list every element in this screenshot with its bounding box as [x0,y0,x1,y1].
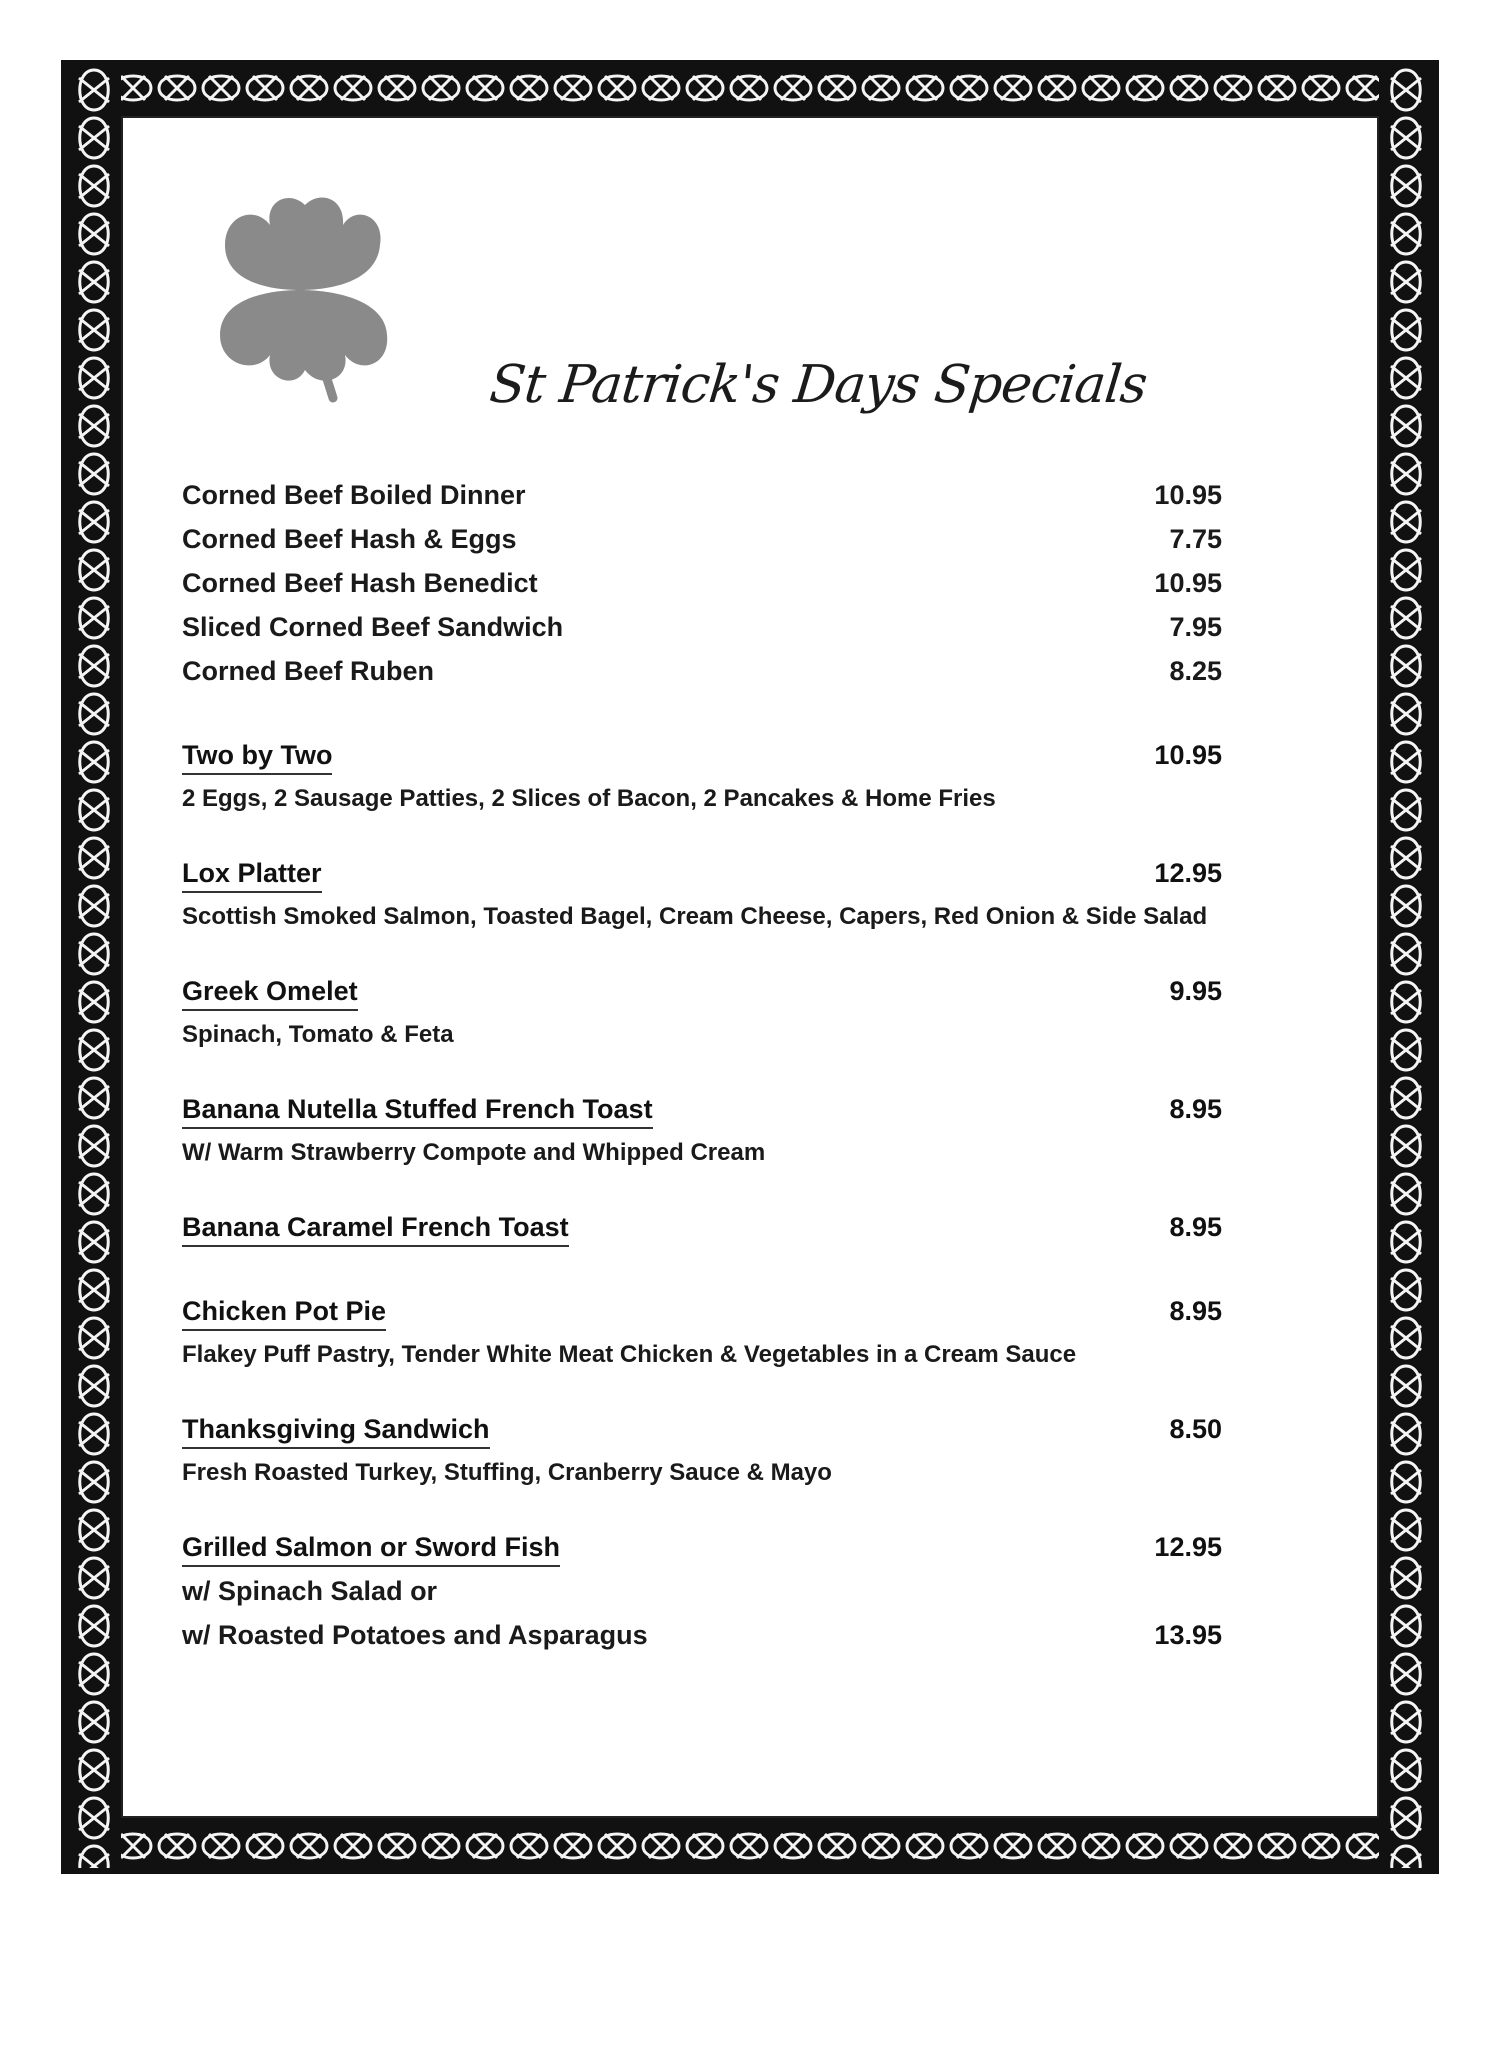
special-description: W/ Warm Strawberry Compote and Whipped Cream [182,1139,766,1166]
special-option-price: 13.95 [1154,1620,1222,1650]
menu-item [182,654,1222,698]
special-item [182,974,1222,1052]
special-price: 10.95 [1154,740,1222,770]
special-name: Lox Platter [182,856,322,893]
special-item [182,1092,1222,1170]
special-item [182,738,1222,816]
item-price: 8.25 [1169,656,1222,686]
special-description: 2 Eggs, 2 Sausage Patties, 2 Slices of Bacon, 2 Pancakes & Home Fries [182,785,996,812]
special-name: Banana Caramel French Toast [182,1210,569,1247]
special-item [182,1412,1222,1490]
special-item [182,1530,1222,1662]
border-left [67,66,121,1868]
menu-list [182,478,1222,1662]
item-name: Corned Beef Ruben [182,656,435,686]
item-name: Corned Beef Hash & Eggs [182,524,517,554]
special-price: 8.95 [1169,1094,1222,1124]
item-price: 7.95 [1169,612,1222,642]
special-item [182,1210,1222,1254]
menu-item [182,610,1222,654]
special-price: 8.50 [1169,1414,1222,1444]
special-option: w/ Roasted Potatoes and Asparagus [182,1620,648,1650]
special-description: Scottish Smoked Salmon, Toasted Bagel, Cream Cheese, Capers, Red Onion & Side Salad [182,903,1208,930]
item-price: 10.95 [1154,568,1222,598]
page-title: St Patrick's Days Specials [486,355,1150,415]
item-name: Sliced Corned Beef Sandwich [182,612,564,642]
menu-item [182,566,1222,610]
special-name: Chicken Pot Pie [182,1294,386,1331]
special-item [182,856,1222,934]
special-price: 8.95 [1169,1296,1222,1326]
special-item [182,1294,1222,1372]
menu-item [182,478,1222,522]
item-price: 7.75 [1169,524,1222,554]
border-right [1379,66,1433,1868]
special-name: Greek Omelet [182,974,358,1011]
menu-item [182,522,1222,566]
special-price: 8.95 [1169,1212,1222,1242]
item-price: 10.95 [1154,480,1222,510]
item-name: Corned Beef Hash Benedict [182,568,538,598]
four-leaf-clover-icon [205,190,395,405]
special-price: 12.95 [1154,858,1222,888]
special-name: Grilled Salmon or Sword Fish [182,1530,560,1567]
border-bottom [67,1824,1433,1868]
special-name: Banana Nutella Stuffed French Toast [182,1092,653,1129]
special-name: Two by Two [182,738,332,775]
special-price: 12.95 [1154,1532,1222,1562]
special-description: Spinach, Tomato & Feta [182,1021,454,1048]
border-top [67,66,1433,110]
special-name: Thanksgiving Sandwich [182,1412,490,1449]
item-name: Corned Beef Boiled Dinner [182,480,526,510]
special-price: 9.95 [1169,976,1222,1006]
special-option: w/ Spinach Salad or [182,1576,438,1606]
special-description: Fresh Roasted Turkey, Stuffing, Cranberry Sauce & Mayo [182,1459,832,1486]
special-description: Flakey Puff Pastry, Tender White Meat Chicken & Vegetables in a Cream Sauce [182,1341,1077,1368]
